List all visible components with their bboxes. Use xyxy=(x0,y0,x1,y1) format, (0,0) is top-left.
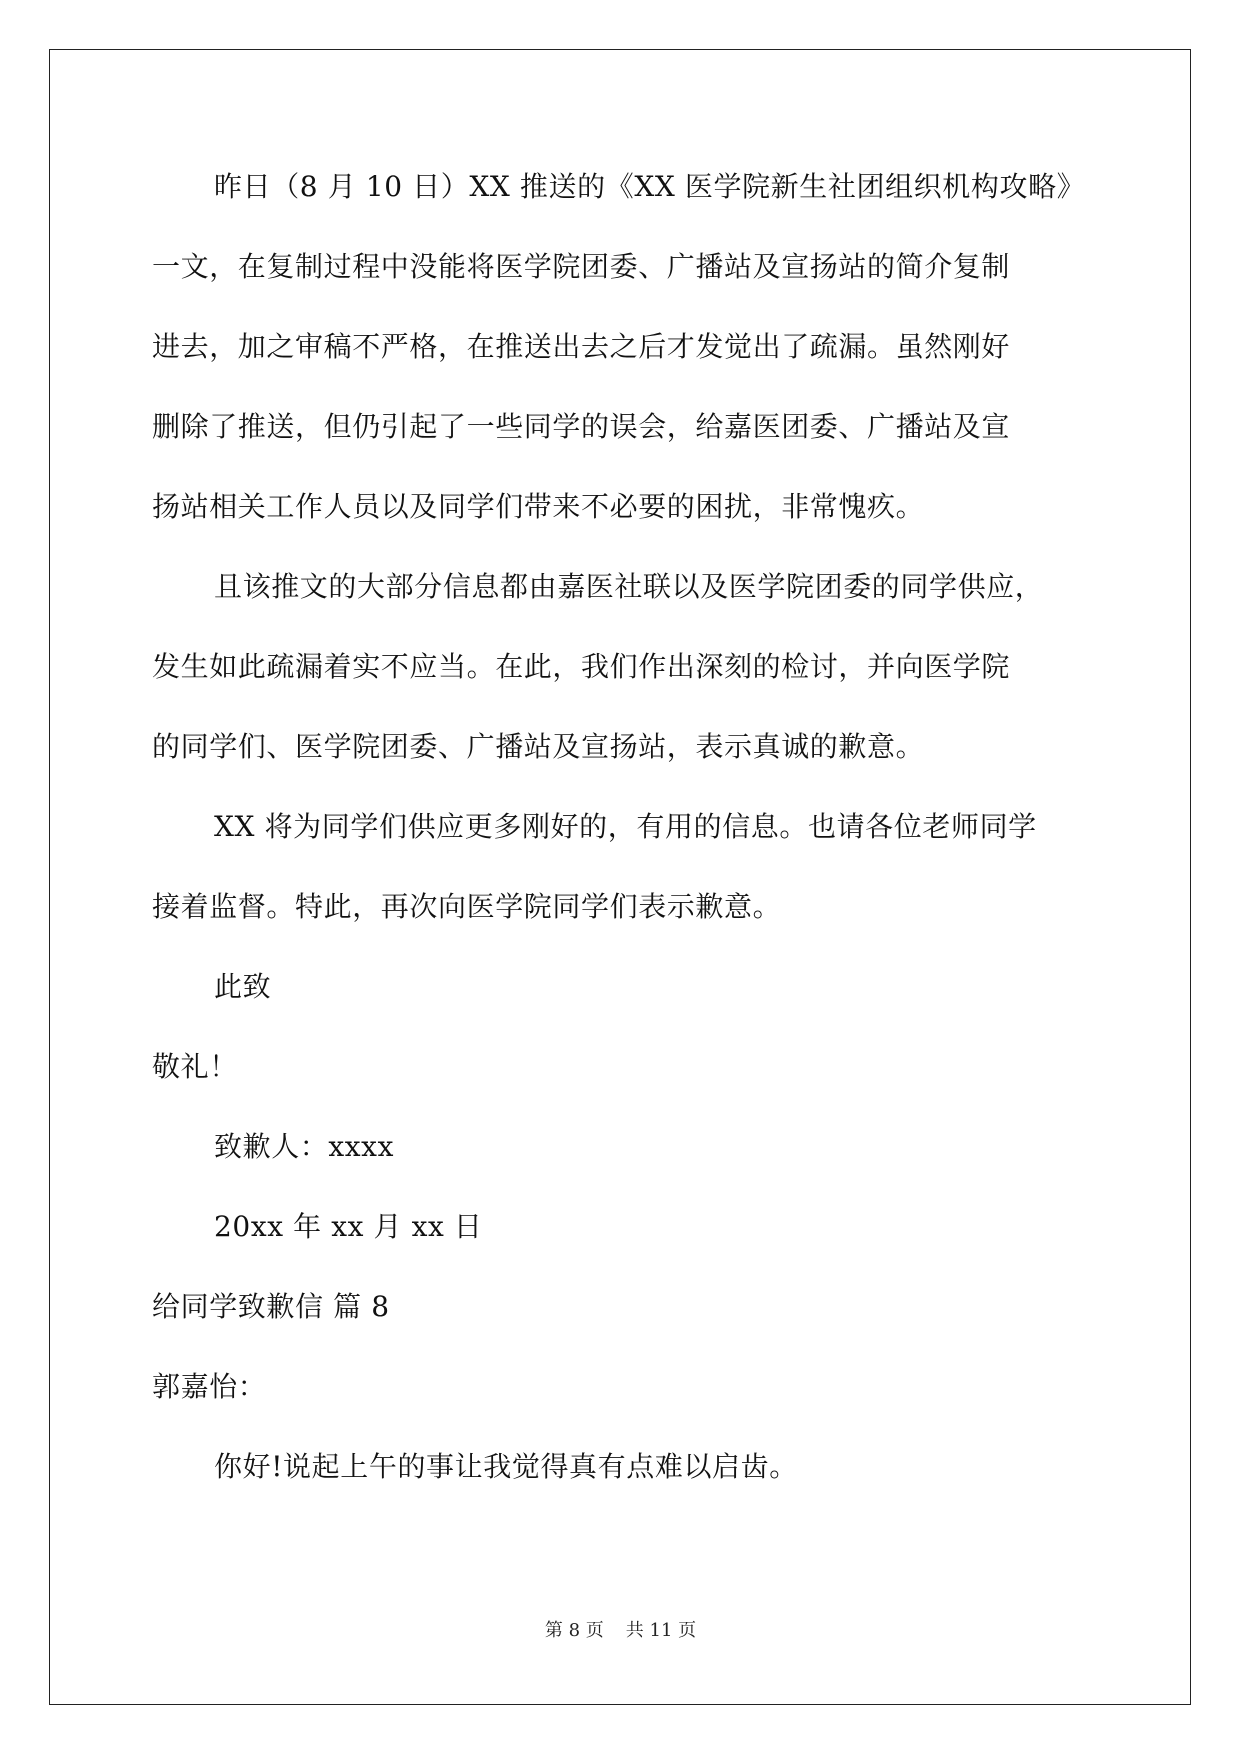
page-number-total: 共 11 页 xyxy=(625,1620,697,1641)
paragraph-1-line-1: 昨日（8 月 10 日）XX 推送的《XX 医学院新生社团组织机构攻略》 xyxy=(214,170,1086,203)
paragraph-2-line-2: 发生如此疏漏着实不应当。在此，我们作出深刻的检讨，并向医学院 xyxy=(152,650,1011,683)
paragraph-2-line-3: 的同学们、医学院团委、广播站及宣扬站，表示真诚的歉意。 xyxy=(152,730,925,763)
greeting-text: 你好!说起上午的事让我觉得真有点难以启齿。 xyxy=(214,1450,798,1483)
signature-text: 致歉人：xxxx xyxy=(214,1130,394,1163)
page-number-current: 第 8 页 xyxy=(544,1620,604,1641)
recipient-text: 郭嘉怡： xyxy=(152,1370,267,1403)
closing-text: 此致 xyxy=(214,970,272,1003)
paragraph-2-line-1: 且该推文的大部分信息都由嘉医社联以及医学院团委的同学供应， xyxy=(214,570,1044,603)
page-footer xyxy=(0,1619,1241,1643)
paragraph-1-line-4: 删除了推送，但仍引起了一些同学的误会，给嘉医团委、广播站及宣 xyxy=(152,410,1011,443)
paragraph-3-line-2: 接着监督。特此，再次向医学院同学们表示歉意。 xyxy=(152,890,782,923)
salute-text: 敬礼！ xyxy=(152,1050,238,1083)
section-title: 给同学致歉信 篇 8 xyxy=(152,1290,390,1323)
paragraph-1-line-5: 扬站相关工作人员以及同学们带来不必要的困扰，非常愧疚。 xyxy=(152,490,925,523)
paragraph-1-line-2: 一文，在复制过程中没能将医学院团委、广播站及宣扬站的简介复制 xyxy=(152,250,1011,283)
date-text: 20xx 年 xx 月 xx 日 xyxy=(214,1210,483,1243)
paragraph-3-line-1: XX 将为同学们供应更多刚好的，有用的信息。也请各位老师同学 xyxy=(214,810,1037,843)
paragraph-1-line-3: 进去，加之审稿不严格，在推送出去之后才发觉出了疏漏。虽然刚好 xyxy=(152,330,1011,363)
